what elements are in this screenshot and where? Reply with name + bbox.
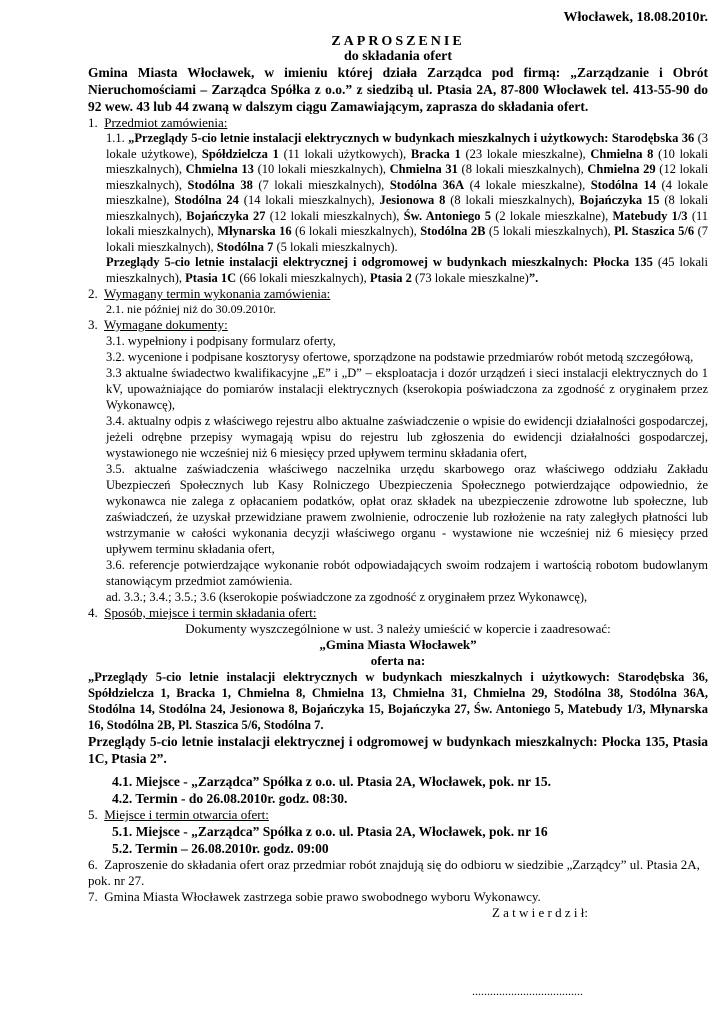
section-7-text: Gmina Miasta Włocławek zastrzega sobie prawo swobodnego wyboru Wykonawcy.	[104, 889, 541, 904]
section-1-title: Przedmiot zamówienia:	[104, 115, 228, 130]
section-3-note: ad. 3.3.; 3.4.; 3.5.; 3.6 (kserokopie poświadczone za zgodność z oryginałem przez Wykonawcę),	[106, 590, 588, 604]
list-1-building-desc: (11 lokali mieszkalnych),	[106, 208, 709, 238]
list-2-building-name: Płocka 135	[593, 255, 653, 269]
list-1-building-name: Jesionowa 8	[379, 193, 446, 207]
list-1-building-name: Młynarska 16	[217, 224, 292, 238]
list-1-building-name: Bracka 1	[410, 146, 461, 161]
list-1-building-name: Stodólna 14	[590, 177, 657, 192]
list-1-building-desc: (8 lokali mieszkalnych),	[450, 193, 575, 207]
list-1-building-desc: (23 lokale mieszkalne),	[465, 146, 586, 161]
list-1-building-desc: (5 lokali mieszkalnych).	[276, 239, 398, 254]
section-6-text: Zaproszenie do składania ofert oraz przedmiar robót znajdują się do odbioru w siedzibie „Zarządcy” ul. Ptasia 2A, pok. nr 27.	[88, 857, 700, 888]
section-1-heading	[88, 115, 708, 131]
section-1-number: 1.	[88, 115, 98, 130]
list-1-building-name: Pl. Staszica 5/6	[614, 224, 695, 238]
list-1-building-desc: (4 lokale mieszkalne),	[469, 177, 586, 192]
section-3-title: Wymagane dokumenty:	[104, 317, 228, 332]
list-1-building-name: Stodólna 36A	[389, 177, 465, 192]
list-1-building-name: Bojańczyka 15	[579, 193, 660, 207]
list-1-building-desc: (5 lokali mieszkalnych),	[488, 224, 611, 238]
signature-line: .....................................	[472, 984, 583, 998]
list-1-building-desc: (12 lokali mieszkalnych),	[106, 162, 709, 192]
document-title: ZAPROSZENIE	[331, 34, 465, 49]
list-1-building-name: Stodólna 2B	[420, 224, 486, 238]
section-2-title: Wymagany termin wykonania zamówienia:	[104, 286, 331, 301]
document-body	[88, 0, 708, 921]
list-1-building-desc: (6 lokali mieszkalnych),	[295, 224, 417, 238]
section-6	[88, 857, 708, 889]
list-1-building-desc: (8 lokali mieszkalnych),	[461, 162, 584, 176]
list-2-building-name: Ptasia 1C	[185, 270, 237, 285]
list-1-building-name: Stodólna 38	[187, 177, 253, 192]
section-1-1-number: 1.1.	[106, 131, 125, 145]
section-4-number: 4.	[88, 605, 98, 620]
list-1-building-desc: (11 lokali użytkowych),	[283, 146, 407, 161]
section-1-1-lead: „Przeglądy 5-cio letnie instalacji elektrycznych w budynkach mieszkalnych i użytkowych:	[128, 131, 609, 145]
list-1-building-desc: (7 lokali mieszkalnych),	[258, 177, 385, 192]
list-2-building-desc: (66 lokali mieszkalnych),	[239, 270, 367, 285]
list-1-building-desc: (10 lokali mieszkalnych),	[257, 162, 386, 176]
section-3-4: 3.4. aktualny odpis z właściwego rejestru albo aktualne zaświadczenie o wpisie do ewidencji działalności gospodarczej, jeżeli odrębne przepisy wymagają wpisu do rejestru lub zgłoszenia do ewidencji działalności gospodarczej, wystawionego nie wcześniej niż 6 miesięcy przed upływem terminu składania ofert,	[106, 414, 708, 460]
intro-paragraph: Gmina Miasta Włocławek, w imieniu której działa Zarządca pod firmą: „Zarządzanie i Obrót Nieruchomościami – Zarządca Spółka z o.o.” z siedzibą ul. Ptasia 2A, 87-800 Włocławek tel. 413-55-90 do 92 wew. 43 lub 44 zwaną w dalszym ciągu Zamawiającym, zaprasza do składania ofert.	[88, 65, 708, 114]
list-1-building-name: Stodólna 7	[216, 239, 274, 254]
section-2-heading	[88, 286, 708, 302]
section-1-1	[106, 131, 708, 286]
section-4-addressee: „Gmina Miasta Włocławek”	[319, 637, 477, 652]
section-4-place: 4.1. Miejsce - „Zarządca” Spółka z o.o. ul. Ptasia 2A, Włocławek, pok. nr 15.	[112, 774, 551, 789]
section-4-heading	[88, 605, 708, 621]
section-3-body	[106, 333, 708, 605]
list-1-building-desc: (14 lokali mieszkalnych),	[243, 193, 375, 207]
list-1-building-name: Stodólna 24	[174, 193, 239, 207]
section-3-heading	[88, 317, 708, 333]
section-4-offer-for: oferta na:	[370, 653, 426, 668]
building-list-1	[106, 131, 708, 254]
section-5-number: 5.	[88, 807, 98, 822]
section-3-1: 3.1. wypełniony i podpisany formularz oferty,	[106, 334, 336, 348]
section-3-number: 3.	[88, 317, 98, 332]
section-3-2: 3.2. wycenione i podpisane kosztorysy ofertowe, sporządzone na podstawie przedmiarów robót metodą szczegółową,	[106, 350, 694, 364]
list-1-building-desc: (4 lokale mieszkalne),	[106, 177, 709, 207]
section-4-offer-2: Przeglądy 5-cio letnie instalacji elektrycznej i odgromowej w budynkach mieszkalnych: Płocka 135, Ptasia 1C, Ptasia 2”.	[88, 734, 708, 766]
document-date: Włocławek, 18.08.2010r.	[563, 10, 708, 25]
list-1-building-name: Chmielna 13	[185, 162, 254, 176]
section-1-2-end: ”.	[528, 270, 539, 285]
section-4-deadline: 4.2. Termin - do 26.08.2010r. godz. 08:30.	[112, 791, 348, 806]
section-3-3: 3.3 aktualne świadectwo kwalifikacyjne „E” i „D” – eksploatacja i dozór urządzeń i sieci instalacji elektrycznych do 1 kV, upoważniające do pomiarów instalacji elektrycznych (kserokopia poświadczona za zgodność z oryginałem przez Wykonawcę),	[106, 366, 708, 412]
section-7-number: 7.	[88, 889, 98, 904]
section-5-title: Miejsce i termin otwarcia ofert:	[104, 807, 269, 822]
approval-label: Z a t w i e r d z i ł:	[491, 905, 588, 920]
section-6-number: 6.	[88, 857, 98, 872]
list-1-building-name: Bojańczyka 27	[186, 208, 266, 223]
section-4-title: Sposób, miejsce i termin składania ofert:	[104, 605, 317, 620]
section-3-5: 3.5. aktualne zaświadczenia właściwego naczelnika urzędu skarbowego oraz właściwego oddziału Zakładu Ubezpieczeń Społecznych lub Kasy Rolniczego Ubezpieczenia Społecznego potwierdzające odpowiednio, że wykonawca nie zalega z opłacaniem podatków, opłat oraz składek na ubezpieczenie zdrowotne lub społeczne, lub zaświadczeń, że uzyskał przewidziane prawem zwolnienie, odroczenie lub rozłożenie na raty zaległych płatności lub wstrzymanie w całości wykonania decyzji właściwego organu - wystawione nie wcześniej niż 6 miesięcy przed upływem terminu składania ofert,	[106, 462, 708, 556]
list-2-building-desc: (73 lokale mieszkalne)	[414, 270, 529, 285]
list-1-building-name: Chmielna 8	[590, 146, 654, 161]
section-1-2-lead: Przeglądy 5-cio letnie instalacji elektrycznej i odgromowej w budynkach mieszkalnych:	[106, 255, 589, 269]
section-4-instruction: Dokumenty wyszczególnione w ust. 3 należy umieścić w kopercie i zaadresować:	[185, 621, 611, 636]
list-1-building-desc: (8 lokali mieszkalnych),	[106, 193, 709, 223]
section-2-1: 2.1. nie później niż do 30.09.2010r.	[106, 302, 276, 316]
list-1-building-name: Św. Antoniego 5	[403, 208, 491, 223]
list-1-building-desc: (12 lokali mieszkalnych),	[269, 208, 400, 223]
list-1-building-name: Chmielna 31	[389, 162, 458, 176]
section-4-offer-1: „Przeglądy 5-cio letnie instalacji elektrycznych w budynkach mieszkalnych i użytkowych: Starodębska 36, Spółdzielcza 1, Bracka 1, Chmielna 8, Chmielna 13, Chmielna 31, Chmielna 29, Stodólna 38, Stodólna 36A, Stodólna 14, Stodólna 24, Jesionowa 8, Bojańczyka 15, Bojańczyka 27, Św. Antoniego 5, Matebudy 1/3, Młynarska 16, Stodólna 2B, Pl. Staszica 5/6, Stodólna 7.	[88, 670, 708, 732]
list-2-building-name: Ptasia 2	[369, 270, 412, 285]
section-7	[88, 889, 708, 905]
document-subtitle: do składania ofert	[343, 49, 453, 64]
section-3-6: 3.6. referencje potwierdzające wykonanie robót odpowiadających swoim rodzajem i wartością robotom budowlanym stanowiącym przedmiot zamówienia.	[106, 558, 708, 588]
list-2-building-desc: (45 lokali mieszkalnych),	[106, 255, 708, 285]
list-1-building-desc: (3 lokale użytkowe),	[106, 131, 708, 161]
section-5-place: 5.1. Miejsce - „Zarządca” Spółka z o.o. ul. Ptasia 2A, Włocławek, pok. nr 16	[112, 824, 548, 839]
list-1-building-desc: (10 lokali mieszkalnych),	[106, 146, 709, 176]
list-1-building-name: Matebudy 1/3	[612, 208, 688, 223]
section-5-heading	[88, 807, 708, 823]
section-5-deadline: 5.2. Termin – 26.08.2010r. godz. 09:00	[112, 841, 329, 856]
list-1-building-name: Chmielna 29	[587, 162, 656, 176]
list-1-building-desc: (2 lokale mieszkalne),	[495, 208, 609, 223]
list-1-building-name: Spółdzielcza 1	[201, 146, 279, 161]
list-1-building-name: Starodębska 36	[611, 131, 695, 145]
section-2-number: 2.	[88, 286, 98, 301]
list-1-building-desc: (7 lokali mieszkalnych),	[106, 224, 708, 254]
